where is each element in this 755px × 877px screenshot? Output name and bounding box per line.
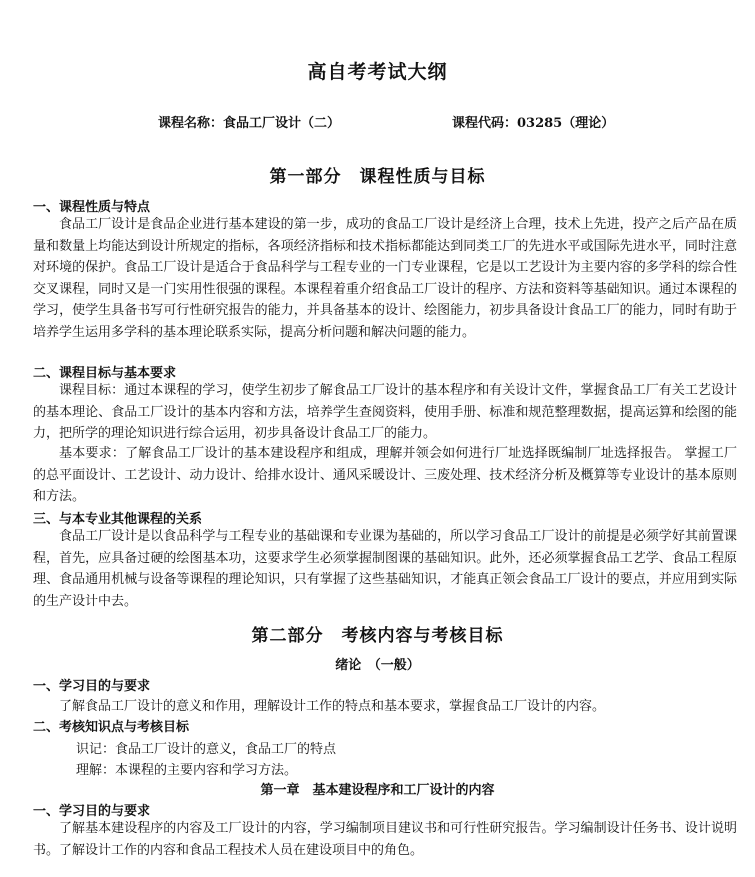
part2-title: 第二部分 考核内容与考核目标 — [251, 626, 504, 646]
intro-understanding-line: 理解：本课程的主要内容和学习方法。 — [76, 763, 298, 778]
part1-section2-requirement-text: 基本要求：了解食品工厂设计的基本建设程序和组成，理解并领会如何进行厂址选择既编制厂址选择报告。 掌握工厂的总平面设计、工艺设计、动力设计、给排水设计、通风采暖设计、三废处理、技术经济分析及概算等专业设计的基本原则和方法。 — [33, 446, 737, 504]
intro-section1-heading: 一、学习目的与要求 — [33, 679, 151, 694]
course-code: 课程代码：03285（理论） — [452, 116, 615, 131]
part1-section1-text: 食品工厂设计是食品企业进行基本建设的第一步，成功的食品工厂设计是经济上合理，技术上先进，投产之后产品在质量和数量上均能达到设计所规定的指标，各项经济指标和技术指标都能达到同类工厂的先进水平或国际先进水平，同时注意对环境的保护。食品工厂设计是适合于食品科学与工程专业的一门专业课程，它是以工艺设计为主要内容的多学科的综合性交叉课程，同时又是一门实用性很强的课程。本课程着重介绍食品工厂设计的程序、方法和资料等基础知识。通过本课程的学习，使学生具备书写可行性研究报告的能力，并具备基本的设计、绘图能力，初步具备设计食品工厂的能力，同时有助于培养学生运用多学科的基本理论联系实际，提高分析问题和解决问题的能力。 — [33, 217, 737, 340]
intro-title: 绪论 （一般） — [335, 658, 420, 673]
document-title: 高自考考试大纲 — [307, 61, 448, 83]
course-name: 课程名称：食品工厂设计（二） — [158, 116, 341, 131]
part1-section3-heading: 三、与本专业其他课程的关系 — [33, 512, 203, 527]
part1-section2-heading: 二、课程目标与基本要求 — [33, 366, 177, 381]
intro-section2-heading: 二、考核知识点与考核目标 — [33, 720, 190, 735]
part1-section1-heading: 一、课程性质与特点 — [33, 200, 151, 215]
part1-section3-text: 食品工厂设计是以食品科学与工程专业的基础课和专业课为基础的，所以学习食品工厂设计的前提是必须学好其前置课程，首先，应具备过硬的绘图基本功，这要求学生必须掌握制图课的基础知识。此外，还必须掌握食品工艺学、食品工程原理、食品通用机械与设备等课程的理论知识，只有掌握了这些基础知识，才能真正领会食品工厂设计的要点，并应用到实际的生产设计中去。 — [33, 529, 737, 609]
chapter1-title: 第一章 基本建设程序和工厂设计的内容 — [260, 783, 495, 798]
part1-section2-goal-text: 课程目标：通过本课程的学习，使学生初步了解食品工厂设计的基本程序和有关设计文件，掌握食品工厂有关工艺设计的基本理论、食品工厂设计的基本内容和方法，培养学生查阅资料，使用手册、标准和规范整理数据，提高运算和绘图的能力，把所学的理论知识进行综合运用，初步具备设计食品工厂的能力。 — [33, 383, 737, 441]
intro-knowledge-line: 识记：食品工厂设计的意义，食品工厂的特点 — [76, 742, 337, 757]
intro-section1-text: 了解食品工厂设计的意义和作用，理解设计工作的特点和基本要求，掌握食品工厂设计的内容。 — [59, 699, 606, 714]
chapter1-section1-heading: 一、学习目的与要求 — [33, 804, 151, 819]
part1-title: 第一部分 课程性质与目标 — [269, 167, 486, 187]
chapter1-section1-text: 了解基本建设程序的内容及工厂设计的内容，学习编制项目建议书和可行性研究报告。学习编制设计任务书、设计说明书。了解设计工作的内容和食品工程技术人员在建设项目中的角色。 — [33, 821, 737, 858]
